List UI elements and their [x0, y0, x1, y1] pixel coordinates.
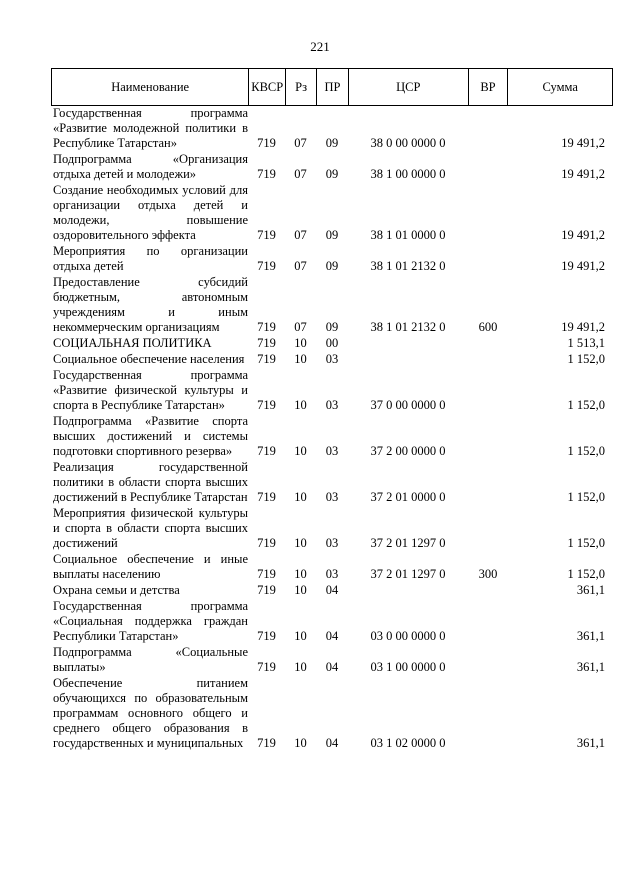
row-pr: 09 — [325, 167, 339, 181]
row-sum: 361,1 — [576, 736, 605, 750]
row-vr: 300 — [478, 567, 498, 581]
row-name: СОЦИАЛЬНАЯ ПОЛИТИКА — [53, 336, 212, 350]
row-pr: 04 — [325, 660, 339, 674]
row-pr: 03 — [325, 567, 339, 581]
table-header — [51, 68, 613, 106]
row-pr: 09 — [325, 259, 339, 273]
row-csr: 03 1 00 0000 0 — [370, 660, 446, 674]
row-csr: 38 1 01 0000 0 — [370, 228, 446, 242]
header-sum: Сумма — [507, 69, 612, 105]
row-pr: 03 — [325, 352, 339, 366]
row-csr: 38 0 00 0000 0 — [370, 136, 446, 150]
row-name: Государственная программа «Развитие молодежной политики в Республике Татарстан» — [53, 106, 248, 150]
table-row — [51, 352, 613, 367]
row-rz: 07 — [294, 259, 307, 273]
table-row — [51, 275, 613, 335]
row-pr: 04 — [325, 583, 339, 597]
table-row — [51, 336, 613, 351]
row-pr: 03 — [325, 398, 339, 412]
row-pr: 03 — [325, 490, 339, 504]
header-kvsr: КВСР — [248, 69, 285, 105]
row-sum: 19 491,2 — [561, 320, 605, 334]
table-row — [51, 106, 613, 151]
table-row — [51, 583, 613, 598]
page-number: 221 — [310, 39, 330, 54]
row-csr: 37 2 01 1297 0 — [370, 567, 446, 581]
row-sum: 1 152,0 — [567, 398, 605, 412]
row-pr: 04 — [325, 629, 339, 643]
row-name: Охрана семьи и детства — [53, 583, 180, 597]
row-kvsr: 719 — [257, 259, 276, 273]
row-name: Государственная программа «Развитие физической культуры и спорта в Республике Татарстан» — [53, 368, 248, 412]
row-csr: 37 2 01 0000 0 — [370, 490, 446, 504]
row-csr: 38 1 01 2132 0 — [370, 259, 446, 273]
row-csr: 03 0 00 0000 0 — [370, 629, 446, 643]
row-pr: 09 — [325, 320, 339, 334]
table-row — [51, 506, 613, 551]
row-kvsr: 719 — [257, 490, 276, 504]
row-rz: 10 — [294, 536, 307, 550]
row-name: Обеспечение питанием обучающихся по образовательным программам основного общего и среднего общего образования в государственных и муниципальных — [53, 676, 248, 750]
row-rz: 10 — [294, 660, 307, 674]
header-pr: ПР — [316, 69, 348, 105]
row-rz: 10 — [294, 398, 307, 412]
header-name: Наименование — [111, 79, 190, 94]
table-row — [51, 152, 613, 182]
table-body — [51, 106, 613, 751]
row-rz: 07 — [294, 228, 307, 242]
row-name: Социальное обеспечение и иные выплаты населению — [53, 552, 248, 581]
row-kvsr: 719 — [257, 167, 276, 181]
row-sum: 1 152,0 — [567, 536, 605, 550]
table-row — [51, 414, 613, 459]
row-sum: 1 152,0 — [567, 352, 605, 366]
row-name: Создание необходимых условий для организации отдыха детей и молодежи, повышение оздоровительного эффекта — [53, 183, 248, 242]
row-rz: 10 — [294, 583, 307, 597]
row-vr: 600 — [478, 320, 498, 334]
row-csr: 03 1 02 0000 0 — [370, 736, 446, 750]
row-pr: 03 — [325, 444, 339, 458]
header-rz: Рз — [285, 69, 316, 105]
row-kvsr: 719 — [257, 136, 276, 150]
row-kvsr: 719 — [257, 629, 276, 643]
row-sum: 361,1 — [576, 583, 605, 597]
row-name: Мероприятия по организации отдыха детей — [53, 244, 248, 273]
row-kvsr: 719 — [257, 567, 276, 581]
row-name: Мероприятия физической культуры и спорта в области спорта высших достижений — [53, 506, 248, 550]
row-name: Социальное обеспечение населения — [53, 352, 245, 366]
row-csr: 38 1 00 0000 0 — [370, 167, 446, 181]
row-name: Государственная программа «Социальная поддержка граждан Республики Татарстан» — [53, 599, 248, 643]
table-row — [51, 552, 613, 582]
row-pr: 04 — [325, 736, 339, 750]
row-name: Подпрограмма «Развитие спорта высших достижений и системы подготовки спортивного резерва» — [53, 414, 248, 458]
row-name: Подпрограмма «Социальные выплаты» — [53, 645, 248, 674]
row-rz: 10 — [294, 336, 307, 350]
row-sum: 19 491,2 — [561, 136, 605, 150]
row-csr: 38 1 01 2132 0 — [370, 320, 446, 334]
row-csr: 37 0 00 0000 0 — [370, 398, 446, 412]
header-csr: ЦСР — [348, 69, 468, 105]
row-kvsr: 719 — [257, 398, 276, 412]
row-rz: 10 — [294, 352, 307, 366]
row-rz: 10 — [294, 444, 307, 458]
row-kvsr: 719 — [257, 660, 276, 674]
row-kvsr: 719 — [257, 336, 276, 350]
row-kvsr: 719 — [257, 583, 276, 597]
row-pr: 03 — [325, 536, 339, 550]
row-name: Предоставление субсидий бюджетным, автономным учреждениям и иным некоммерческим организациям — [53, 275, 248, 334]
row-rz: 10 — [294, 629, 307, 643]
row-rz: 10 — [294, 490, 307, 504]
table-row — [51, 368, 613, 413]
row-sum: 1 152,0 — [567, 444, 605, 458]
table-row — [51, 244, 613, 274]
row-pr: 09 — [325, 136, 339, 150]
row-rz: 07 — [294, 136, 307, 150]
row-sum: 1 152,0 — [567, 490, 605, 504]
table-row — [51, 599, 613, 644]
budget-table — [51, 68, 613, 751]
row-rz: 10 — [294, 736, 307, 750]
row-name: Реализация государственной политики в области спорта высших достижений в Республике Татарстан — [53, 460, 248, 504]
row-rz: 10 — [294, 567, 307, 581]
row-sum: 19 491,2 — [561, 259, 605, 273]
row-pr: 09 — [325, 228, 339, 242]
row-sum: 1 513,1 — [567, 336, 605, 350]
row-sum: 361,1 — [576, 629, 605, 643]
table-row — [51, 183, 613, 243]
row-kvsr: 719 — [257, 736, 276, 750]
table-row — [51, 676, 613, 751]
row-pr: 00 — [325, 336, 339, 350]
row-rz: 07 — [294, 320, 307, 334]
row-name: Подпрограмма «Организация отдыха детей и молодежи» — [53, 152, 248, 181]
table-row — [51, 460, 613, 505]
row-kvsr: 719 — [257, 536, 276, 550]
row-csr: 37 2 00 0000 0 — [370, 444, 446, 458]
row-sum: 361,1 — [576, 660, 605, 674]
header-vr: ВР — [468, 69, 508, 105]
row-csr: 37 2 01 1297 0 — [370, 536, 446, 550]
row-sum: 19 491,2 — [561, 228, 605, 242]
row-kvsr: 719 — [257, 228, 276, 242]
row-kvsr: 719 — [257, 352, 276, 366]
row-kvsr: 719 — [257, 444, 276, 458]
row-rz: 07 — [294, 167, 307, 181]
row-sum: 19 491,2 — [561, 167, 605, 181]
row-sum: 1 152,0 — [567, 567, 605, 581]
table-row — [51, 645, 613, 675]
row-kvsr: 719 — [257, 320, 276, 334]
